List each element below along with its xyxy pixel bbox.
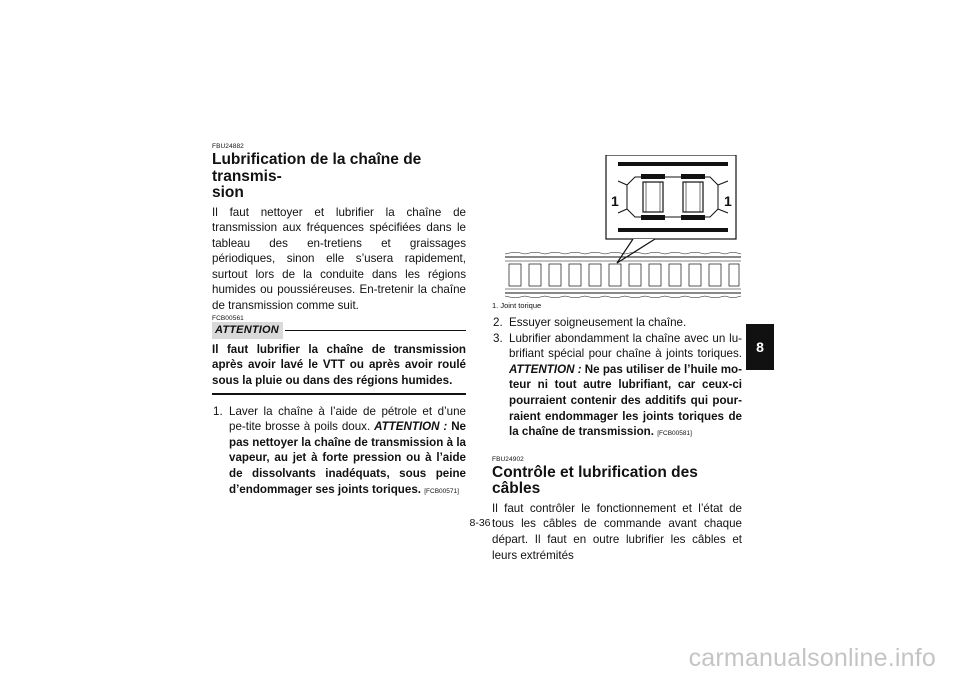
- step-reference-code: [FCB00571]: [424, 487, 459, 495]
- step-attention-label: ATTENTION :: [509, 362, 582, 376]
- step-body: [509, 331, 742, 442]
- plate-bar-top: [618, 162, 728, 166]
- label-1-left: 1: [611, 193, 619, 209]
- step-3: [492, 331, 742, 442]
- watermark: carmanualsonline.info: [688, 644, 936, 672]
- step-number: 3.: [493, 331, 503, 345]
- step-2: [492, 315, 742, 331]
- intro-paragraph: Il faut nettoyer et lubrifier la chaîne de transmission aux fréquences spécifiées dans le tableau des en-tretiens et graissages périodiques, sinon elle s’usera rapidement, surtout lors de la conduite dans les régions humides ou poussiéreuses. En-tretenir la chaîne de transmission comme suit.: [212, 205, 466, 313]
- step-body: [229, 404, 466, 500]
- step-attention-label: ATTENTION :: [374, 420, 448, 434]
- chain-figure: [505, 155, 741, 298]
- chapter-tab: 8: [746, 324, 774, 370]
- section-code: FBU24882: [212, 143, 244, 150]
- roller-left: [641, 174, 665, 220]
- step-number: 1.: [213, 404, 223, 418]
- zoom-box: [606, 155, 736, 239]
- step-1: [212, 404, 466, 500]
- link-envelope: [627, 177, 718, 217]
- attention-end-rule: [212, 393, 466, 394]
- step-reference-code: [FCB00581]: [657, 430, 692, 438]
- roller-right: [681, 174, 705, 220]
- section-heading-cables: Contrôle et lubrification des câbles: [492, 463, 698, 498]
- section-code: FBU24902: [492, 455, 524, 463]
- step-text: Essuyer soigneusement la chaîne.: [509, 316, 687, 329]
- attention-header: [212, 324, 466, 338]
- zoom-pointer: [617, 239, 655, 263]
- left-column: [212, 143, 466, 499]
- attention-code: FCB00561: [212, 314, 244, 322]
- attention-rule: [285, 330, 466, 331]
- figure-caption: 1. Joint torique: [492, 301, 542, 310]
- step-number: 2.: [493, 316, 503, 329]
- link-envelope-ends: [618, 181, 728, 213]
- plate-bar-bottom: [618, 228, 728, 232]
- section-heading-chain: [212, 152, 466, 202]
- step-text: Lubrifier abondamment la chaîne avec un lu-brifiant spécial pour chaîne à joints toriques.: [509, 331, 742, 361]
- label-1-right: 1: [724, 193, 732, 209]
- step-text: Laver la chaîne à l’aide de pétrole et d’une pe-tite brosse à poils doux.: [229, 404, 466, 434]
- step-attention-text: Ne pas nettoyer la chaîne de transmission à la vapeur, au jet à forte pression ou à l’aide de dissolvants inadéquats, sous peine d’endommager ses joints toriques.: [229, 420, 467, 496]
- heading-line-1: Lubrification de la chaîne de transmis-: [212, 151, 422, 185]
- cables-paragraph: Il faut contrôler le fonctionnement et l’état de tous les câbles de commande avant chaque départ. Il faut en outre lubrifier les câbles et leurs extrémités: [492, 501, 742, 562]
- heading-line-2: sion: [212, 184, 244, 201]
- attention-text: Il faut lubrifier la chaîne de transmission après avoir lavé le VTT ou après avoir roulé sous la pluie ou dans des régions humides.: [212, 342, 466, 387]
- step-attention-text: Ne pas utiliser de l’huile mo-teur ni tout autre lubrifiant, car ceux-ci pourraient contenir des additifs qui pour-raient endommager les joints toriques de la chaîne de transmission.: [509, 362, 742, 439]
- page-number: 8-36: [469, 517, 491, 529]
- attention-label: ATTENTION: [212, 322, 283, 340]
